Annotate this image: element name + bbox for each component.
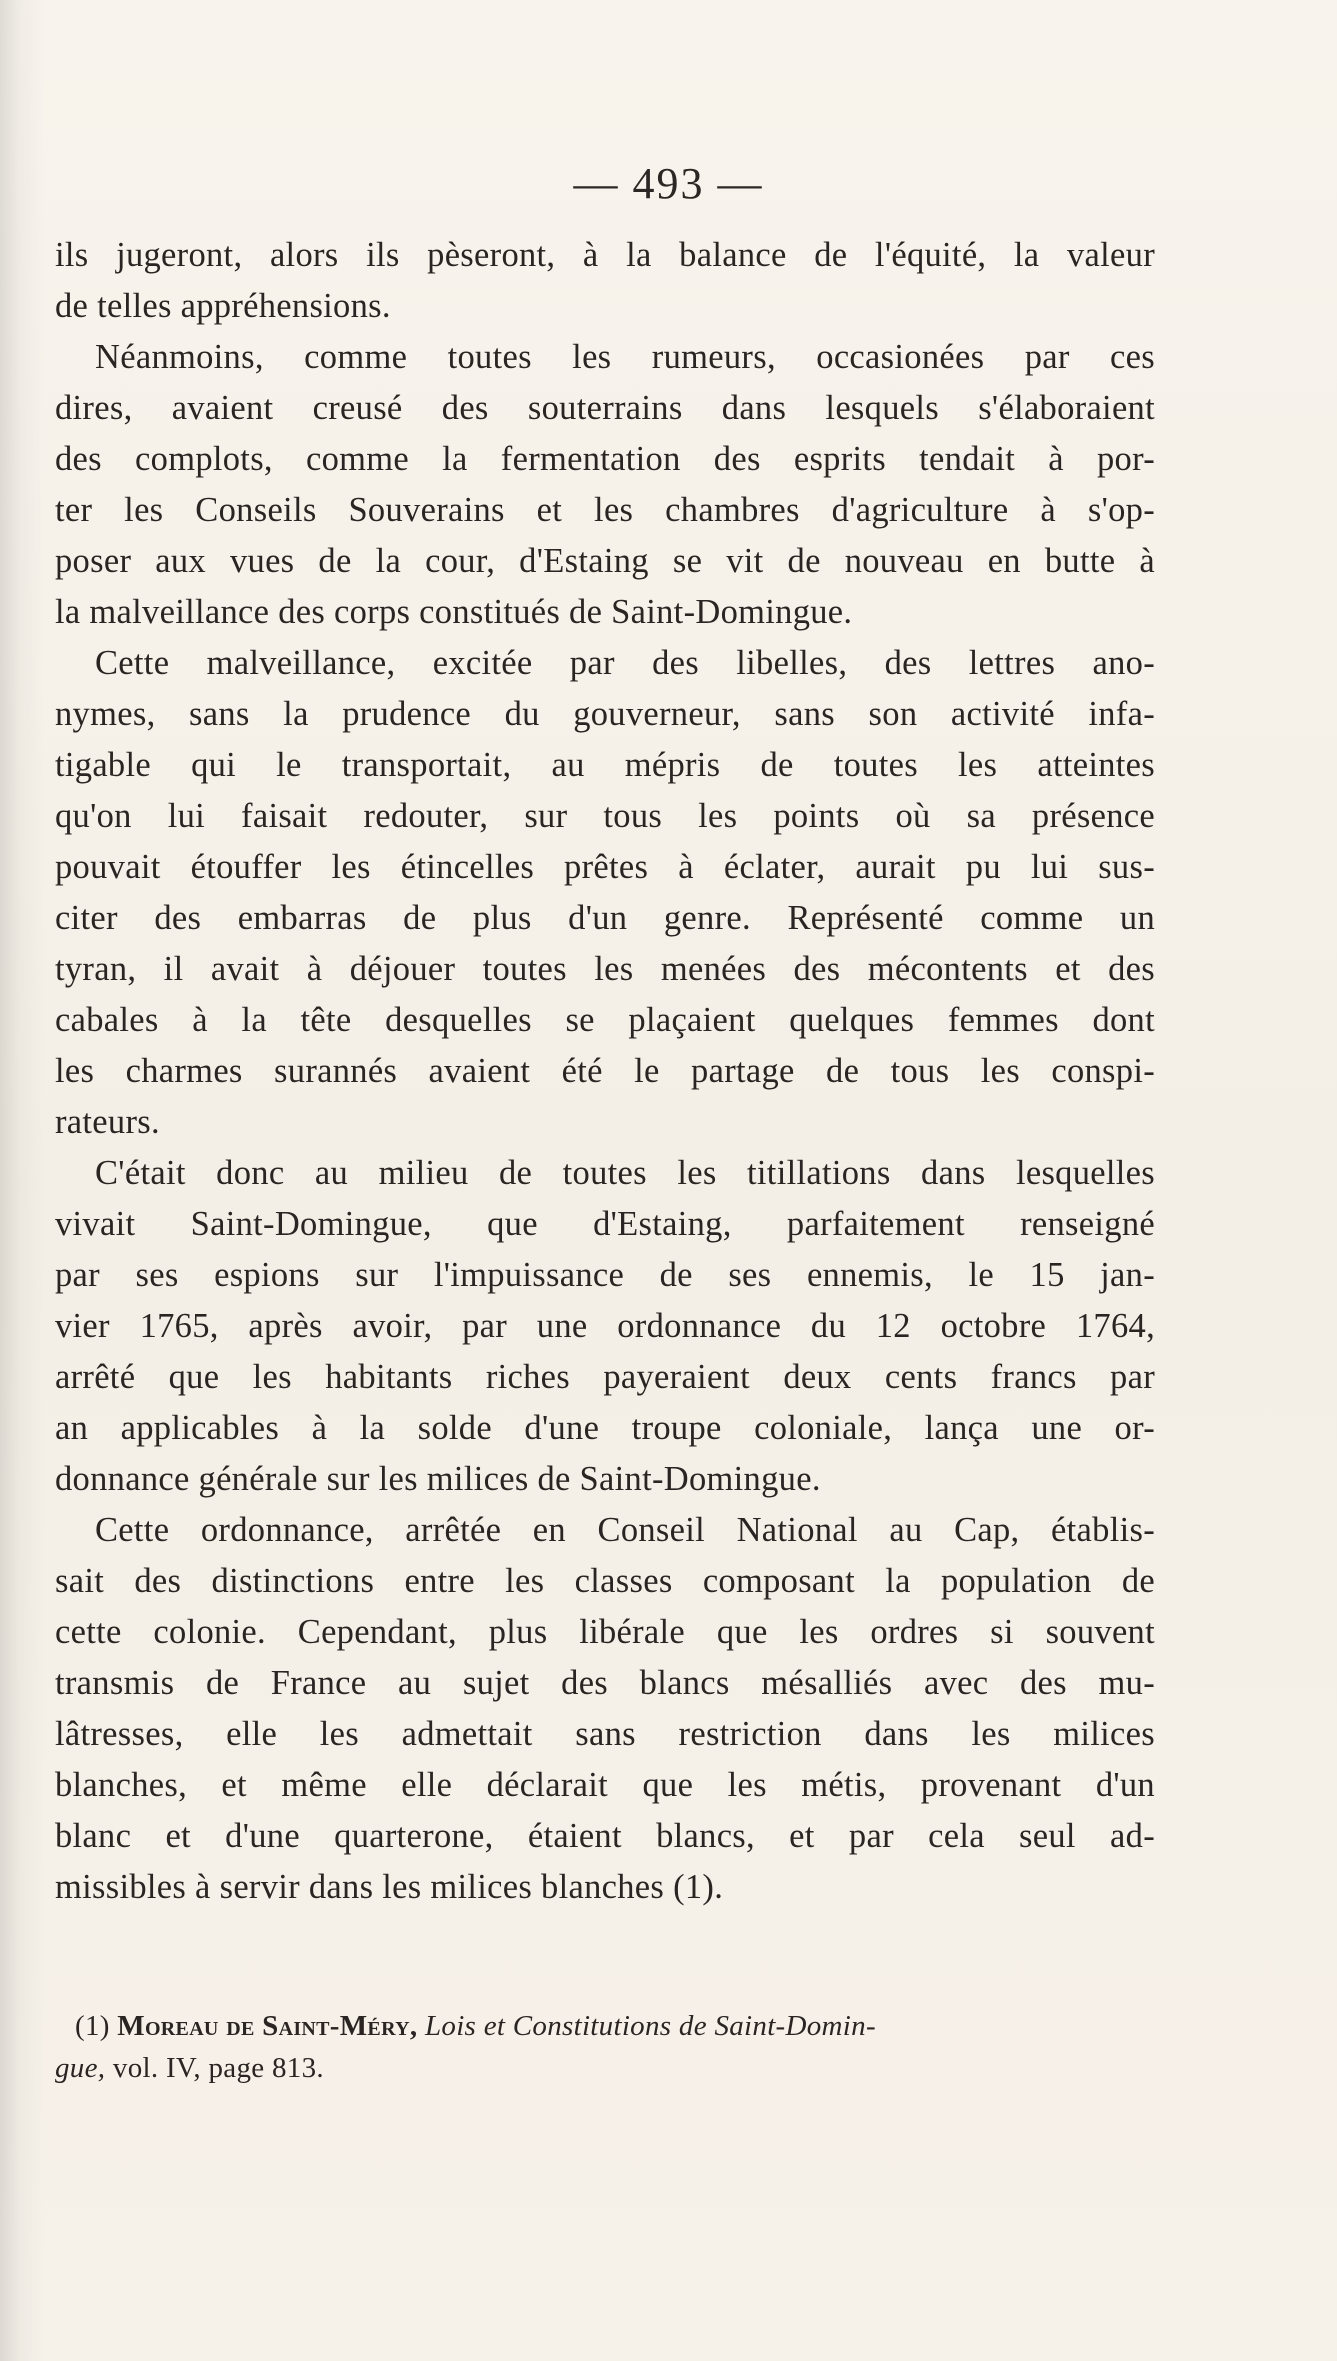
text-line: des complots, comme la fermentation des esprits tendait à por- [55, 440, 1155, 478]
text-line: blanc et d'une quarterone, étaient blancs, et par cela seul ad- [55, 1817, 1155, 1855]
text-line: transmis de France au sujet des blancs mésalliés avec des mu- [55, 1664, 1155, 1702]
text-line: tigable qui le transportait, au mépris de toutes les atteintes [55, 746, 1155, 784]
body-text [55, 230, 1155, 1913]
text-line: blanches, et même elle déclarait que les métis, provenant d'un [55, 1766, 1155, 1804]
text-line: les charmes surannés avaient été le partage de tous les conspi- [55, 1052, 1155, 1090]
text-line: C'était donc au milieu de toutes les titillations dans lesquelles [95, 1154, 1155, 1192]
text-line: qu'on lui faisait redouter, sur tous les points où sa présence [55, 797, 1155, 835]
text-line: sait des distinctions entre les classes composant la population de [55, 1562, 1155, 1600]
footnote-line [55, 2005, 1155, 2047]
footnote-title: Lois et Constitutions de Saint-Domin- [424, 2010, 876, 2042]
footnote-line [55, 2047, 1155, 2089]
text-line: Cette malveillance, excitée par des libelles, des lettres ano- [95, 644, 1155, 682]
text-line: cabales à la tête desquelles se plaçaient quelques femmes dont [55, 1001, 1155, 1039]
footnote-title-continued: gue, [55, 2052, 106, 2084]
text-line: rateurs. [55, 1103, 160, 1141]
text-line: missibles à servir dans les milices blanches (1). [55, 1868, 724, 1906]
text-line: ter les Conseils Souverains et les chambres d'agriculture à s'op- [55, 491, 1155, 529]
text-line: arrêté que les habitants riches payeraient deux cents francs par [55, 1358, 1155, 1396]
text-line: cette colonie. Cependant, plus libérale que les ordres si souvent [55, 1613, 1155, 1651]
text-line: vivait Saint-Domingue, que d'Estaing, parfaitement renseigné [55, 1205, 1155, 1243]
text-line: ils jugeront, alors ils pèseront, à la balance de l'équité, la valeur [55, 236, 1155, 274]
text-line: de telles appréhensions. [55, 287, 391, 325]
text-line: donnance générale sur les milices de Saint-Domingue. [55, 1460, 821, 1498]
footnote-author: Moreau de Saint-Méry, [117, 2010, 418, 2042]
text-line: la malveillance des corps constitués de Saint-Domingue. [55, 593, 853, 631]
text-line: vier 1765, après avoir, par une ordonnance du 12 octobre 1764, [55, 1307, 1155, 1345]
text-line: par ses espions sur l'impuissance de ses ennemis, le 15 jan- [55, 1256, 1155, 1294]
text-line: nymes, sans la prudence du gouverneur, sans son activité infa- [55, 695, 1155, 733]
footnote-reference: vol. IV, page 813. [112, 2052, 324, 2084]
text-line: Néanmoins, comme toutes les rumeurs, occasionées par ces [95, 338, 1155, 376]
text-line: dires, avaient creusé des souterrains dans lesquels s'élaboraient [55, 389, 1155, 427]
text-line: citer des embarras de plus d'un genre. Représenté comme un [55, 899, 1155, 937]
footnote [55, 2005, 1155, 2089]
text-line: pouvait étouffer les étincelles prêtes à éclater, aurait pu lui sus- [55, 848, 1155, 886]
footnote-marker: (1) [75, 2010, 110, 2042]
text-line: lâtresses, elle les admettait sans restriction dans les milices [55, 1715, 1155, 1753]
page-number: — 493 — [573, 159, 764, 208]
text-line: tyran, il avait à déjouer toutes les menées des mécontents et des [55, 950, 1155, 988]
text-line: an applicables à la solde d'une troupe coloniale, lança une or- [55, 1409, 1155, 1447]
text-line: poser aux vues de la cour, d'Estaing se vit de nouveau en butte à [55, 542, 1155, 580]
text-line: Cette ordonnance, arrêtée en Conseil National au Cap, établis- [95, 1511, 1155, 1549]
